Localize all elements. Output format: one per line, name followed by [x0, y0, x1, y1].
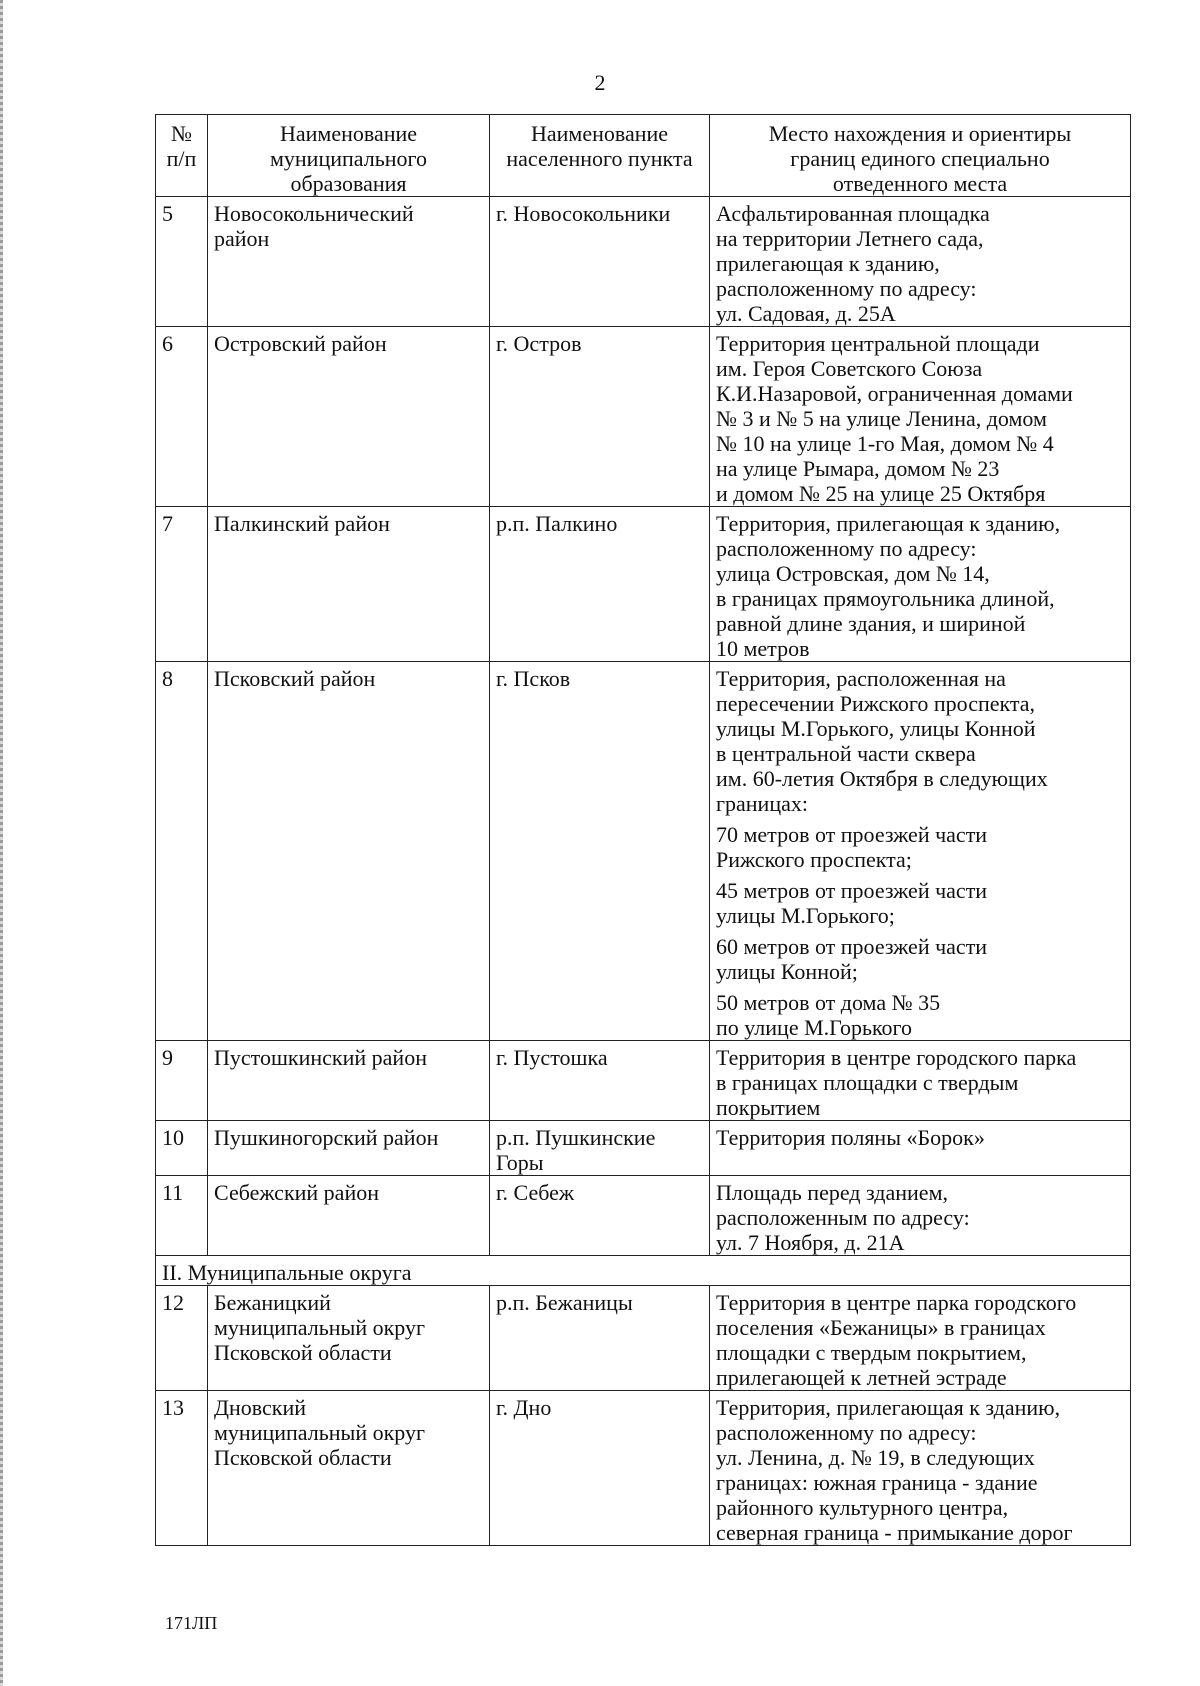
settlement-cell — [490, 1286, 710, 1391]
municipality-name: Псковский район — [214, 666, 376, 691]
location-paragraph: Асфальтированная площадка на территории Летнего сада, прилегающая к зданию, расположенному по адресу: ул. Садовая, д. 25А — [716, 201, 990, 326]
municipality-name: Пушкиногорский район — [214, 1125, 439, 1150]
page-number: 2 — [594, 70, 606, 95]
settlement-cell — [490, 1041, 710, 1121]
municipality-cell — [208, 662, 490, 1041]
row-number: 13 — [156, 1391, 208, 1546]
document-code: 171ЛП — [165, 1613, 218, 1633]
settlement-name: р.п. Палкино — [496, 511, 618, 536]
settlement-name: р.п. Пушкинские Горы — [496, 1125, 656, 1175]
header-number: № п/п — [156, 115, 208, 197]
location-paragraph: Территория, прилегающая к зданию, расположенному по адресу: ул. Ленина, д. № 19, в следующих границах: южная граница - здание районного культурного центра, северная граница - примыкание дорог — [716, 1395, 1073, 1545]
settlement-cell — [490, 1391, 710, 1546]
location-paragraph: 60 метров от проезжей части улицы Конной; — [716, 934, 988, 984]
municipality-name: Бежаницкий муниципальный округ Псковской области — [214, 1290, 426, 1365]
table-header — [156, 115, 1131, 197]
row-number: 10 — [156, 1121, 208, 1176]
table-body-districts — [156, 197, 1131, 1256]
table-row — [156, 1176, 1131, 1256]
municipality-cell — [208, 1121, 490, 1176]
table-row — [156, 197, 1131, 327]
table-row — [156, 1121, 1131, 1176]
settlement-name: г. Псков — [496, 666, 571, 691]
location-paragraph: 45 метров от проезжей части улицы М.Горького; — [716, 878, 988, 928]
table-row — [156, 507, 1131, 662]
location-paragraph: Площадь перед зданием, расположенным по адресу: ул. 7 Ноября, д. 21А — [716, 1180, 970, 1255]
location-cell — [710, 1041, 1131, 1121]
header-settlement: Наименование населенного пункта — [490, 115, 710, 197]
settlement-name: р.п. Бежаницы — [496, 1290, 633, 1315]
table-row — [156, 1286, 1131, 1391]
location-paragraph: Территория в центре парка городского поселения «Бежаницы» в границах площадки с твердым покрытием, прилегающей к летней эстраде — [716, 1290, 1077, 1390]
row-number: 12 — [156, 1286, 208, 1391]
header-location: Место нахождения и ориентиры границ единого специально отведенного места — [710, 115, 1131, 197]
municipality-cell — [208, 1176, 490, 1256]
section-row — [156, 1256, 1131, 1286]
location-paragraph: Территория поляны «Борок» — [716, 1125, 985, 1150]
table-body-okrugs — [156, 1286, 1131, 1546]
scan-edge — [0, 0, 3, 1686]
settlement-name: г. Остров — [496, 331, 582, 356]
settlement-cell — [490, 327, 710, 507]
settlement-name: г. Пустошка — [496, 1045, 608, 1070]
location-paragraph: Территория центральной площади им. Героя Советского Союза К.И.Назаровой, ограниченная домами № 3 и № 5 на улице Ленина, домом № 10 на улице 1-го Мая, домом № 4 на улице Рымара, домом № 23 и домом № 25 на улице 25 Октября — [716, 331, 1073, 506]
municipality-cell — [208, 327, 490, 507]
location-cell — [710, 1286, 1131, 1391]
location-paragraph: 70 метров от проезжей части Рижского проспекта; — [716, 822, 988, 872]
municipality-name: Себежский район — [214, 1180, 379, 1205]
location-cell — [710, 1391, 1131, 1546]
table-row — [156, 327, 1131, 507]
settlement-cell — [490, 507, 710, 662]
settlement-name: г. Новосокольники — [496, 201, 671, 226]
location-cell — [710, 197, 1131, 327]
table-row — [156, 1041, 1131, 1121]
settlement-cell — [490, 662, 710, 1041]
header-municipality: Наименование муниципального образования — [208, 115, 490, 197]
municipality-name: Новосокольнический район — [214, 201, 414, 251]
municipality-name: Островский район — [214, 331, 387, 356]
location-paragraph: 50 метров от дома № 35 по улице М.Горького — [716, 990, 941, 1040]
row-number: 9 — [156, 1041, 208, 1121]
municipality-name: Пустошкинский район — [214, 1045, 427, 1070]
settlement-name: г. Себеж — [496, 1180, 575, 1205]
table-row — [156, 1391, 1131, 1546]
row-number: 6 — [156, 327, 208, 507]
location-paragraph: Территория в центре городского парка в границах площадки с твердым покрытием — [716, 1045, 1077, 1120]
municipality-cell — [208, 197, 490, 327]
table-row — [156, 662, 1131, 1041]
header-row — [156, 115, 1131, 197]
row-number: 11 — [156, 1176, 208, 1256]
location-cell — [710, 507, 1131, 662]
location-cell — [710, 327, 1131, 507]
location-cell — [710, 1176, 1131, 1256]
municipality-cell — [208, 507, 490, 662]
municipality-cell — [208, 1391, 490, 1546]
row-number: 8 — [156, 662, 208, 1041]
settlement-cell — [490, 1121, 710, 1176]
municipality-name: Палкинский район — [214, 511, 390, 536]
row-number: 5 — [156, 197, 208, 327]
municipality-cell — [208, 1041, 490, 1121]
table-section — [156, 1256, 1131, 1286]
section-title: II. Муниципальные округа — [156, 1256, 1131, 1286]
settlement-name: г. Дно — [496, 1395, 552, 1420]
location-cell — [710, 1121, 1131, 1176]
settlement-cell — [490, 1176, 710, 1256]
settlement-cell — [490, 197, 710, 327]
locations-table — [155, 114, 1131, 1546]
municipality-name: Дновский муниципальный округ Псковской области — [214, 1395, 426, 1470]
row-number: 7 — [156, 507, 208, 662]
municipality-cell — [208, 1286, 490, 1391]
location-paragraph: Территория, прилегающая к зданию, расположенному по адресу: улица Островская, дом № 14, в границах прямоугольника длиной, равной длине здания, и шириной 10 метров — [716, 511, 1061, 661]
location-paragraph: Территория, расположенная на пересечении Рижского проспекта, улицы М.Горького, улицы Конной в центральной части сквера им. 60-летия Октября в следующих границах: — [716, 666, 1048, 816]
location-cell — [710, 662, 1131, 1041]
